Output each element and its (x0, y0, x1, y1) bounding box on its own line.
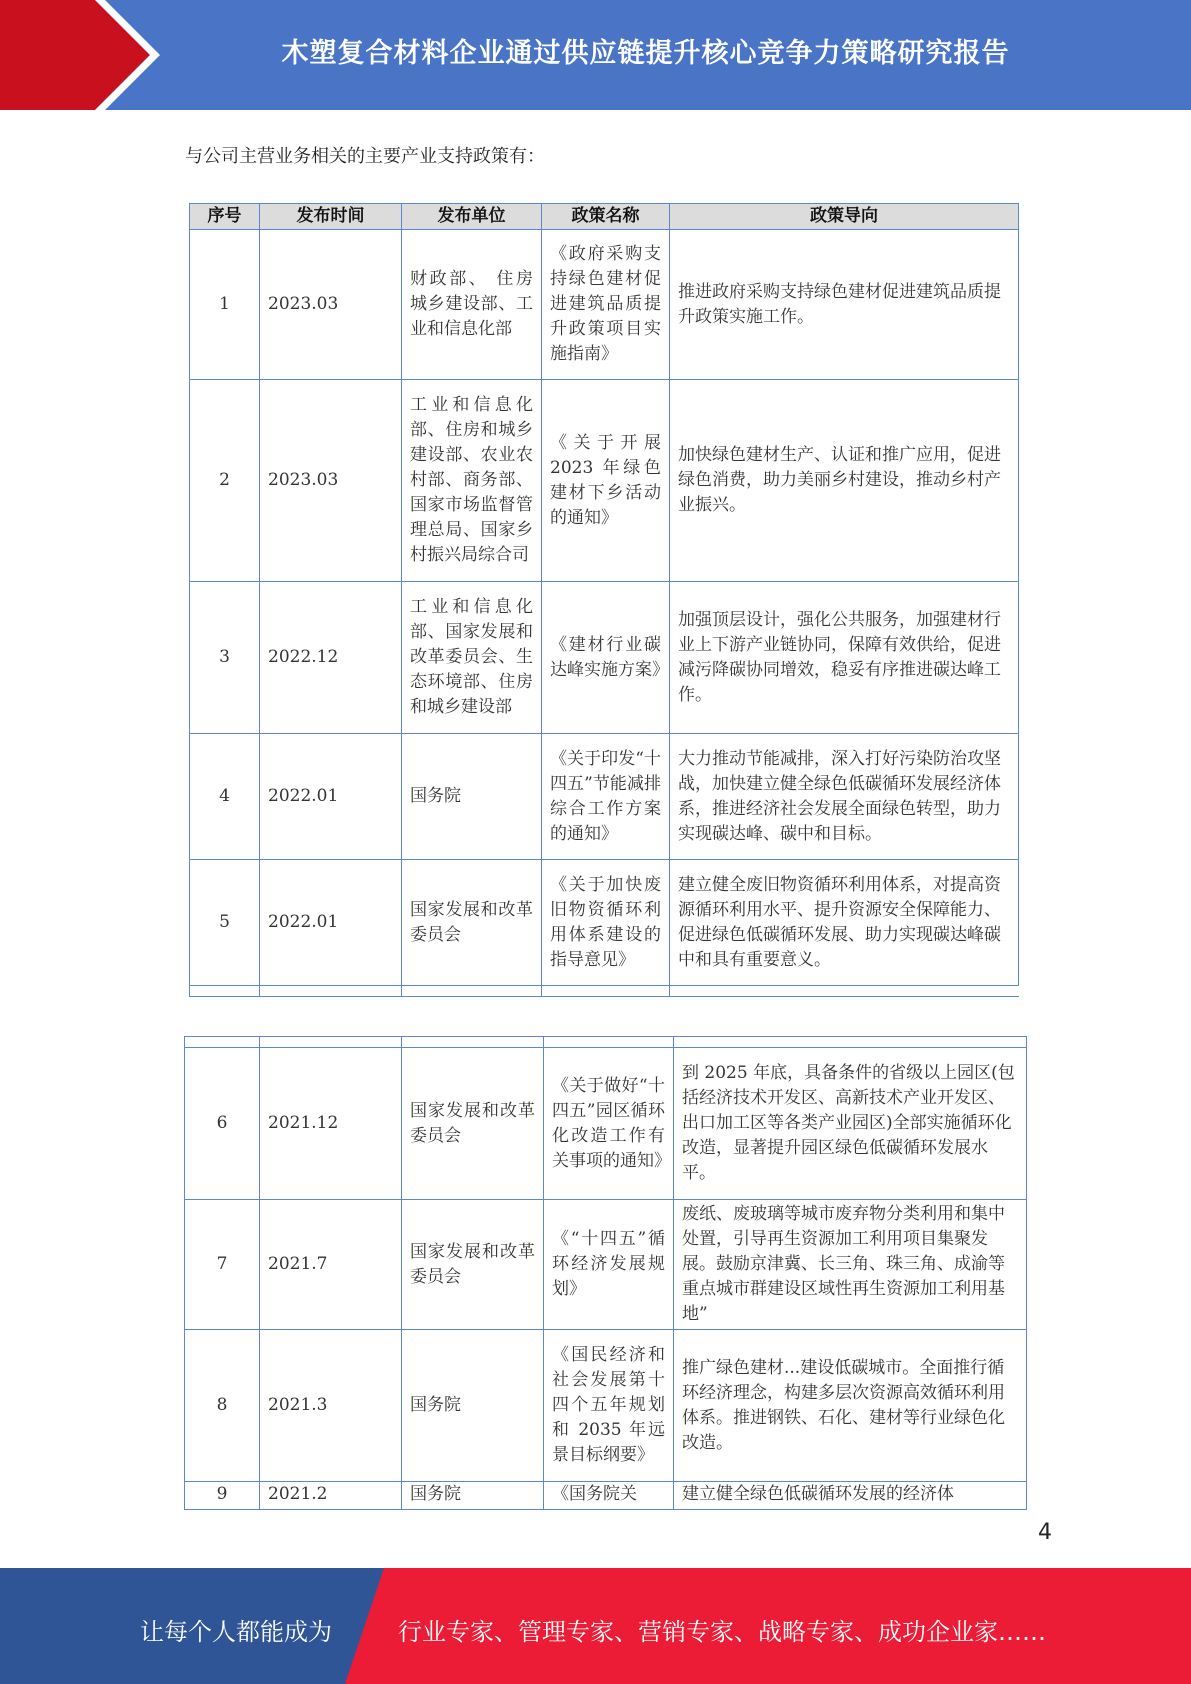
header-date: 发布时间 (260, 204, 402, 230)
row-direction: 推广绿色建材...建设低碳城市。全面推行循环经济理念，构建多层次资源高效循环利用体系。推进钢铁、石化、建材等行业绿色化改造。 (674, 1330, 1027, 1482)
row-policy-name: 《关于加快废旧物资循环利用体系建设的指导意见》 (542, 860, 670, 986)
row-direction: 加强顶层设计，强化公共服务，加强建材行业上下游产业链协同，保障有效供给，促进减污降碳协同增效，稳妥有序推进碳达峰工作。 (670, 582, 1019, 734)
row-org: 国务院 (402, 1330, 544, 1482)
row-date: 2023.03 (260, 230, 402, 380)
row-org: 国家发展和改革委员会 (402, 1200, 544, 1330)
row-policy-name: 《关于做好“十四五”园区循环化改造工作有关事项的通知》 (544, 1048, 674, 1200)
header-index: 序号 (190, 204, 260, 230)
row-policy-name: 《建材行业碳达峰实施方案》 (542, 582, 670, 734)
row-date: 2021.12 (260, 1048, 402, 1200)
row-index: 4 (190, 734, 260, 860)
policy-table-part-2 (184, 1036, 1027, 1510)
table-row (190, 230, 1019, 380)
header-direction: 政策导向 (670, 204, 1019, 230)
table-row (190, 380, 1019, 582)
table-row (190, 860, 1019, 986)
row-date: 2023.03 (260, 380, 402, 582)
row-date: 2021.2 (260, 1482, 402, 1510)
intro-text: 与公司主营业务相关的主要产业支持政策有： (185, 146, 545, 167)
header-policy-name: 政策名称 (542, 204, 670, 230)
row-direction: 加快绿色建材生产、认证和推广应用，促进绿色消费，助力美丽乡村建设，推动乡村产业振兴。 (670, 380, 1019, 582)
row-policy-name: 《“十四五”循环经济发展规划》 (544, 1200, 674, 1330)
table-row (190, 734, 1019, 860)
row-index: 3 (190, 582, 260, 734)
row-org: 国家发展和改革委员会 (402, 860, 542, 986)
table-row (190, 582, 1019, 734)
row-index: 5 (190, 860, 260, 986)
row-org: 工业和信息化部、住房和城乡建设部、农业农村部、商务部、国家市场监督管理总局、国家乡村振兴局综合司 (402, 380, 542, 582)
row-org: 工业和信息化部、国家发展和改革委员会、生态环境部、住房和城乡建设部 (402, 582, 542, 734)
row-date: 2021.7 (260, 1200, 402, 1330)
table-row (185, 1482, 1027, 1510)
table-row (185, 1048, 1027, 1200)
footer-slogan-left: 让每个人都能成为 (140, 1618, 332, 1646)
row-index: 7 (185, 1200, 260, 1330)
row-date: 2022.01 (260, 734, 402, 860)
row-date: 2022.01 (260, 860, 402, 986)
row-policy-name: 《关于开展 2023 年绿色建材下乡活动的通知》 (542, 380, 670, 582)
row-policy-name: 《国民经济和社会发展第十四个五年规划和 2035 年远景目标纲要》 (544, 1330, 674, 1482)
row-direction: 建立健全废旧物资循环利用体系，对提高资源循环利用水平、提升资源安全保障能力、促进绿色低碳循环发展、助力实现碳达峰碳中和具有重要意义。 (670, 860, 1019, 986)
row-direction: 推进政府采购支持绿色建材促进建筑品质提升政策实施工作。 (670, 230, 1019, 380)
row-index: 1 (190, 230, 260, 380)
row-index: 2 (190, 380, 260, 582)
row-org: 财政部、 住房城乡建设部、工业和信息化部 (402, 230, 542, 380)
row-direction: 到 2025 年底，具备条件的省级以上园区(包括经济技术开发区、高新技术产业开发区、出口加工区等各类产业园区)全部实施循环化改造，显著提升园区绿色低碳循环发展水平。 (674, 1048, 1027, 1200)
row-direction: 废纸、废玻璃等城市废弃物分类利用和集中处置，引导再生资源加工利用项目集聚发展。鼓励京津冀、长三角、珠三角、成渝等重点城市群建设区域性再生资源加工利用基地” (674, 1200, 1027, 1330)
table-row (185, 1200, 1027, 1330)
table-page-break-head (185, 1037, 1027, 1048)
row-org: 国家发展和改革委员会 (402, 1048, 544, 1200)
row-policy-name: 《政府采购支持绿色建材促进建筑品质提升政策项目实施指南》 (542, 230, 670, 380)
row-direction: 建立健全绿色低碳循环发展的经济体 (674, 1482, 1027, 1510)
header-banner (0, 0, 1191, 110)
header-org: 发布单位 (402, 204, 542, 230)
footer-slogan-right: 行业专家、管理专家、营销专家、战略专家、成功企业家…… (398, 1618, 1046, 1646)
table-row (185, 1330, 1027, 1482)
row-index: 6 (185, 1048, 260, 1200)
row-date: 2022.12 (260, 582, 402, 734)
table-header-row (190, 204, 1019, 230)
row-date: 2021.3 (260, 1330, 402, 1482)
page-number: 4 (1038, 1520, 1052, 1545)
row-index: 9 (185, 1482, 260, 1510)
row-policy-name: 《关于印发“十四五”节能减排综合工作方案的通知》 (542, 734, 670, 860)
row-direction: 大力推动节能减排，深入打好污染防治攻坚战，加快建立健全绿色低碳循环发展经济体系，推进经济社会发展全面绿色转型，助力实现碳达峰、碳中和目标。 (670, 734, 1019, 860)
row-policy-name: 《国务院关 (544, 1482, 674, 1510)
report-title: 木塑复合材料企业通过供应链提升核心竞争力策略研究报告 (281, 37, 1010, 69)
row-org: 国务院 (402, 734, 542, 860)
row-org: 国务院 (402, 1482, 544, 1510)
table-page-break-tail (190, 986, 1019, 997)
policy-table-part-1 (189, 203, 1019, 997)
row-index: 8 (185, 1330, 260, 1482)
